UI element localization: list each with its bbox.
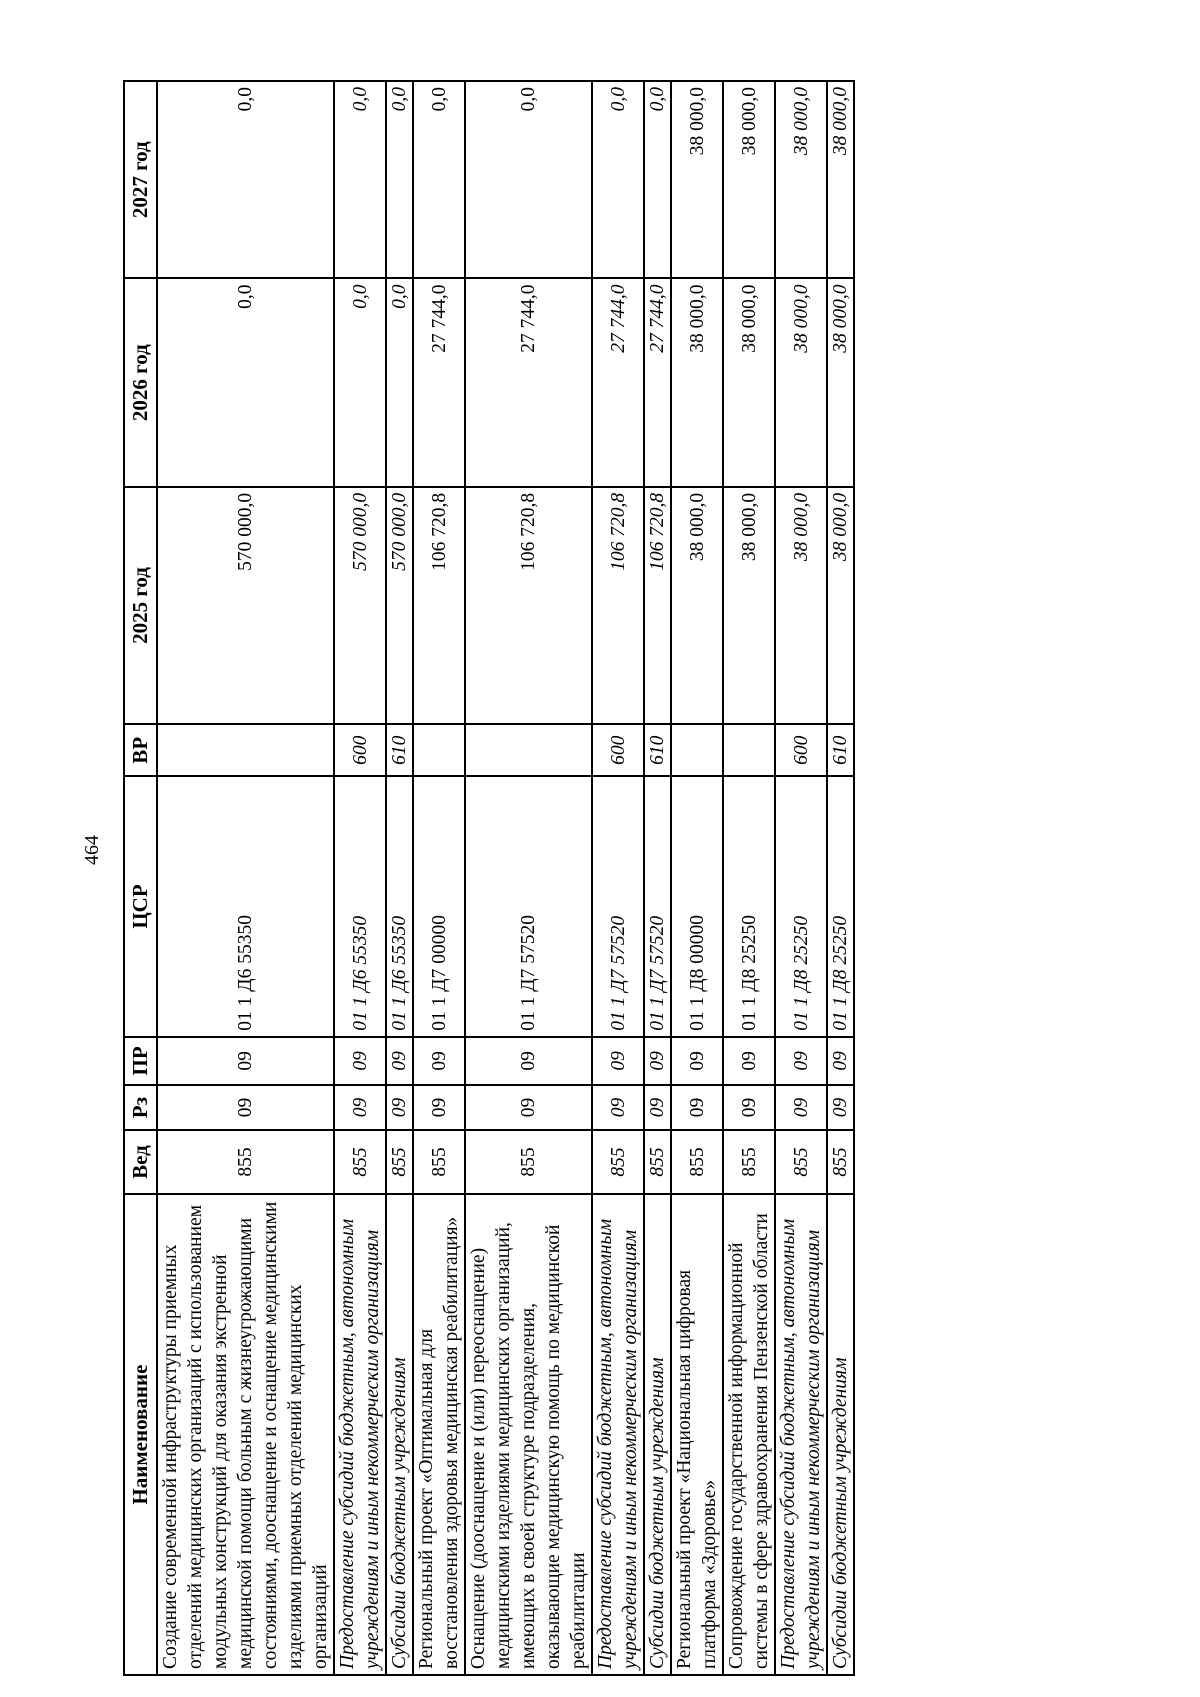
header-2027: 2027 год [124,81,157,279]
name-cell: Субсидии бюджетным учреждениям [644,1194,671,1675]
table-row [465,81,592,1675]
name-cell: Создание современной инфраструктуры приемных отделений медицинских организаций с использованием модульных конструкций для оказания экстренной медицинской помощи больным с жизнеугрожающими состояниями, дооснащение и оснащение медицинскими изделиями приемных отделений медицинских организаций [157,1194,334,1675]
csr-cell: 01 1 Д8 25250 [827,776,854,1036]
amount-2027-cell: 0,0 [157,81,334,279]
ved-cell: 855 [775,1130,827,1194]
table-row [157,81,334,1675]
amount-2026-cell: 38 000,0 [775,279,827,487]
table-row [671,81,723,1675]
pr-cell: 09 [386,1037,413,1085]
amount-2025-cell: 570 000,0 [157,487,334,724]
rz-cell: 09 [775,1085,827,1130]
table-header-row [124,81,157,1675]
amount-2027-cell: 0,0 [413,81,465,279]
pr-cell: 09 [413,1037,465,1085]
csr-cell: 01 1 Д8 00000 [671,776,723,1036]
ved-cell: 855 [644,1130,671,1194]
header-2025: 2025 год [124,487,157,724]
amount-2027-cell: 0,0 [644,81,671,279]
csr-cell: 01 1 Д6 55350 [386,776,413,1036]
page-number: 464 [81,835,103,865]
csr-cell: 01 1 Д7 00000 [413,776,465,1036]
table-row [775,81,827,1675]
amount-2026-cell: 0,0 [334,279,386,487]
pr-cell: 09 [671,1037,723,1085]
ved-cell: 855 [827,1130,854,1194]
name-cell: Субсидии бюджетным учреждениям [827,1194,854,1675]
csr-cell: 01 1 Д8 25250 [775,776,827,1036]
rz-cell: 09 [644,1085,671,1130]
ved-cell: 855 [592,1130,644,1194]
amount-2025-cell: 38 000,0 [723,487,775,724]
amount-2025-cell: 106 720,8 [644,487,671,724]
name-cell: Региональный проект «Национальная цифровая платформа «Здоровье» [671,1194,723,1675]
ved-cell: 855 [671,1130,723,1194]
ved-cell: 855 [334,1130,386,1194]
vr-cell: 600 [334,724,386,776]
name-cell: Предоставление субсидий бюджетным, автономным учреждениям и иным некоммерческим организациям [334,1194,386,1675]
pr-cell: 09 [723,1037,775,1085]
amount-2026-cell: 27 744,0 [644,279,671,487]
amount-2026-cell: 38 000,0 [827,279,854,487]
amount-2025-cell: 570 000,0 [334,487,386,724]
amount-2027-cell: 0,0 [465,81,592,279]
pr-cell: 09 [334,1037,386,1085]
amount-2027-cell: 38 000,0 [827,81,854,279]
vr-cell [723,724,775,776]
table-row [827,81,854,1675]
csr-cell: 01 1 Д8 25250 [723,776,775,1036]
table-row [413,81,465,1675]
ved-cell: 855 [413,1130,465,1194]
amount-2025-cell: 38 000,0 [827,487,854,724]
vr-cell: 600 [775,724,827,776]
amount-2027-cell: 38 000,0 [723,81,775,279]
amount-2027-cell: 38 000,0 [775,81,827,279]
ved-cell: 855 [157,1130,334,1194]
amount-2025-cell: 106 720,8 [465,487,592,724]
rz-cell: 09 [157,1085,334,1130]
vr-cell: 610 [644,724,671,776]
header-name: Наименование [124,1194,157,1675]
name-cell: Предоставление субсидий бюджетным, автономным учреждениям и иным некоммерческим организациям [775,1194,827,1675]
csr-cell: 01 1 Д6 55350 [157,776,334,1036]
budget-table-container [123,80,1073,1676]
rz-cell: 09 [592,1085,644,1130]
budget-table [123,80,855,1676]
name-cell: Субсидии бюджетным учреждениям [386,1194,413,1675]
pr-cell: 09 [465,1037,592,1085]
amount-2026-cell: 38 000,0 [671,279,723,487]
header-vr: ВР [124,724,157,776]
header-csr: ЦСР [124,776,157,1036]
amount-2025-cell: 106 720,8 [592,487,644,724]
rz-cell: 09 [386,1085,413,1130]
vr-cell: 610 [827,724,854,776]
name-cell: Сопровождение государственной информационной системы в сфере здравоохранения Пензенской области [723,1194,775,1675]
amount-2025-cell: 38 000,0 [775,487,827,724]
ved-cell: 855 [465,1130,592,1194]
amount-2025-cell: 38 000,0 [671,487,723,724]
pr-cell: 09 [157,1037,334,1085]
amount-2026-cell: 27 744,0 [413,279,465,487]
amount-2026-cell: 27 744,0 [592,279,644,487]
csr-cell: 01 1 Д6 55350 [334,776,386,1036]
amount-2026-cell: 0,0 [157,279,334,487]
amount-2027-cell: 0,0 [334,81,386,279]
rz-cell: 09 [465,1085,592,1130]
header-ved: Вед [124,1130,157,1194]
pr-cell: 09 [592,1037,644,1085]
rz-cell: 09 [413,1085,465,1130]
csr-cell: 01 1 Д7 57520 [465,776,592,1036]
vr-cell [413,724,465,776]
amount-2027-cell: 0,0 [386,81,413,279]
ved-cell: 855 [386,1130,413,1194]
amount-2026-cell: 38 000,0 [723,279,775,487]
header-2026: 2026 год [124,279,157,487]
name-cell: Предоставление субсидий бюджетным, автономным учреждениям и иным некоммерческим организациям [592,1194,644,1675]
pr-cell: 09 [644,1037,671,1085]
rz-cell: 09 [671,1085,723,1130]
table-row [386,81,413,1675]
table-row [334,81,386,1675]
header-pr: ПР [124,1037,157,1085]
pr-cell: 09 [775,1037,827,1085]
amount-2025-cell: 106 720,8 [413,487,465,724]
rz-cell: 09 [723,1085,775,1130]
csr-cell: 01 1 Д7 57520 [644,776,671,1036]
vr-cell [671,724,723,776]
table-row [723,81,775,1675]
vr-cell: 610 [386,724,413,776]
amount-2026-cell: 0,0 [386,279,413,487]
vr-cell [465,724,592,776]
table-row [644,81,671,1675]
vr-cell: 600 [592,724,644,776]
rz-cell: 09 [334,1085,386,1130]
amount-2027-cell: 0,0 [592,81,644,279]
rz-cell: 09 [827,1085,854,1130]
ved-cell: 855 [723,1130,775,1194]
vr-cell [157,724,334,776]
table-row [592,81,644,1675]
name-cell: Оснащение (дооснащение и (или) переоснащение) медицинскими изделиями медицинских организаций, имеющих в своей структуре подразделения, оказывающие медицинскую помощь по медицинской реабилитации [465,1194,592,1675]
amount-2027-cell: 38 000,0 [671,81,723,279]
amount-2025-cell: 570 000,0 [386,487,413,724]
pr-cell: 09 [827,1037,854,1085]
csr-cell: 01 1 Д7 57520 [592,776,644,1036]
table-body [157,81,854,1675]
header-rz: Рз [124,1085,157,1130]
name-cell: Региональный проект «Оптимальная для восстановления здоровья медицинская реабилитация» [413,1194,465,1675]
amount-2026-cell: 27 744,0 [465,279,592,487]
